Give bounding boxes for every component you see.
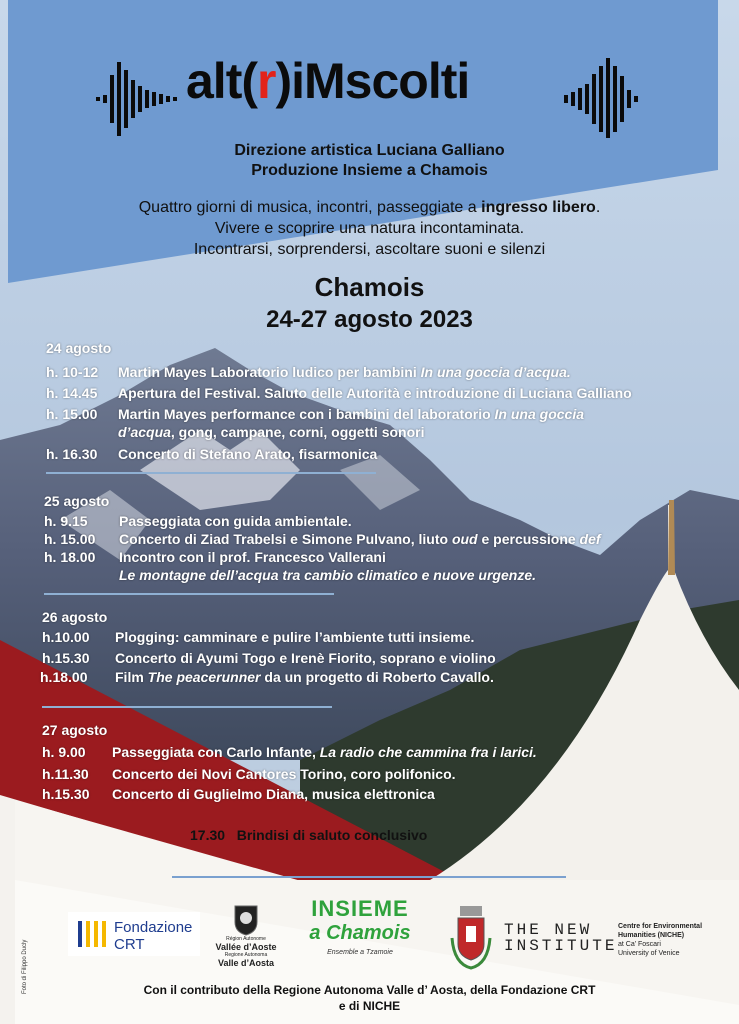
schedule-item-continuation: Le montagne dell’acqua tra cambio climatico e nuove urgenze.	[119, 567, 536, 583]
the-new-institute-logo: THE NEW INSTITUTE	[504, 921, 618, 955]
crt-name-1: Fondazione	[114, 919, 193, 936]
insieme-a-chamois-logo	[300, 896, 420, 972]
coat-of-arms-icon	[233, 904, 259, 936]
schedule-item: h.18.00 Film The peacerunner da un progetto di Roberto Cavallo.	[40, 669, 494, 685]
schedule-item: h. 14.45 Apertura del Festival. Saluto delle Autorità e introduzione di Luciana Galliano	[46, 385, 632, 401]
day-separator	[46, 472, 376, 474]
schedule-item: h. 9.15 Passeggiata con guida ambientale.	[44, 513, 352, 529]
vda-small-2: Regione Autonoma	[224, 952, 268, 958]
niche-line-1: Centre for Environmental	[618, 923, 703, 930]
schedule-item: h. 15.00 Concerto di Ziad Trabelsi e Simone Pulvano, liuto oud e percussione def	[44, 531, 601, 547]
photo-credit: Foto di Filippo Ducly	[22, 939, 28, 994]
intro-line-2: Vivere e scoprire una natura incontaminata.	[214, 220, 525, 237]
schedule-item: h. 15.00 Martin Mayes performance con i bambini del laboratorio In una goccia	[46, 406, 584, 422]
crt-name-2: CRT	[114, 936, 145, 953]
regione-vda-logo	[214, 904, 278, 976]
vda-small-1: Région Autonome	[226, 936, 266, 942]
schedule-item: h. 10-12 Martin Mayes Laboratorio ludico per bambini In una goccia d’acqua.	[46, 364, 571, 380]
event-place: Chamois	[314, 272, 425, 302]
footer-separator	[172, 876, 566, 878]
day-label: 25 agosto	[44, 493, 110, 509]
festival-logo-text: alt(r)iMscolti	[186, 53, 470, 109]
day-label: 24 agosto	[46, 340, 112, 356]
day-separator	[42, 706, 332, 708]
footer-contribution-2: e di NICHE	[338, 999, 401, 1013]
closing-event: 17.30 Brindisi di saluto conclusivo	[190, 827, 428, 843]
schedule-item: h. 16.30 Concerto di Stefano Arato, fisarmonica	[46, 446, 378, 462]
schedule-item: h. 9.00 Passeggiata con Carlo Infante, La radio che cammina fra i larici.	[42, 744, 537, 760]
niche-line-3: at Ca’ Foscari	[618, 941, 661, 948]
municipal-crest-icon	[446, 898, 496, 974]
event-dates: 24-27 agosto 2023	[266, 306, 473, 333]
day-separator	[44, 593, 334, 595]
intro-line-1: Quattro giorni di musica, incontri, passeggiate a ingresso libero.	[138, 199, 601, 216]
vda-big-2: Valle d’Aosta	[217, 958, 275, 968]
schedule-item: h.10.00 Plogging: camminare e pulire l’ambiente tutti insieme.	[42, 629, 475, 645]
day-label: 27 agosto	[42, 722, 108, 738]
production-credit: Produzione Insieme a Chamois	[251, 162, 488, 179]
insieme-line-3: Ensemble a Tzamoie	[327, 949, 393, 956]
intro-line-3: Incontrarsi, sorprendersi, ascoltare suoni e silenzi	[193, 241, 546, 258]
insieme-line-1: INSIEME	[311, 896, 409, 921]
niche-line-4: University of Venice	[618, 950, 680, 957]
vda-big-1: Vallée d’Aoste	[215, 942, 277, 952]
insieme-line-2: a Chamois	[309, 922, 411, 944]
schedule-item-continuation: d’acqua, gong, campane, corni, oggetti sonori	[118, 424, 425, 440]
artistic-director: Direzione artistica Luciana Galliano	[234, 142, 505, 159]
niche-line-2: Humanities (NICHE)	[618, 932, 685, 939]
footer-contribution-1: Con il contributo della Regione Autonoma Valle d’ Aosta, della Fondazione CRT	[143, 983, 596, 997]
schedule-item: h.11.30 Concerto dei Novi Cantores Torino, coro polifonico.	[42, 766, 456, 782]
schedule-item: h. 18.00 Incontro con il prof. Francesco Vallerani	[44, 549, 386, 565]
schedule-item: h.15.30 Concerto di Guglielmo Diana, musica elettronica	[42, 786, 435, 802]
schedule-item: h.15.30 Concerto di Ayumi Togo e Irenè Fiorito, soprano e violino	[42, 650, 496, 666]
niche-logo	[618, 922, 728, 958]
fondazione-crt-logo	[68, 912, 200, 956]
day-label: 26 agosto	[42, 609, 108, 625]
comune-chamois-crest	[446, 898, 496, 974]
